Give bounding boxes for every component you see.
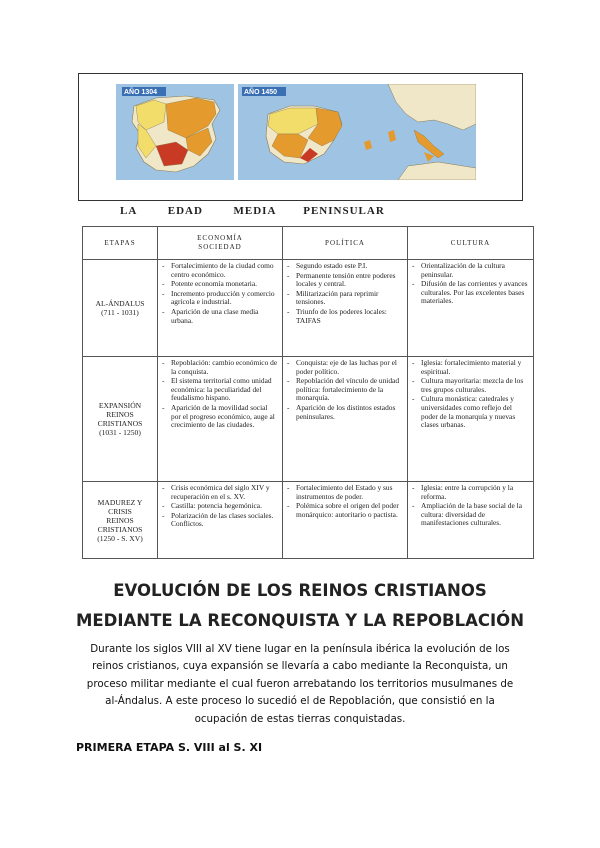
list-item: - Aparición de los distintos estados peninsulares. <box>296 404 404 421</box>
intro-paragraph: Durante los siglos VIII al XV tiene lugar en la península ibérica la evolución de los reinos cristianos, cuya expansión se llevaría a cabo mediante la Reconquista, un proceso militar mediante el cual fueron arrebatando los territorios musulmanes de al-Ándalus. A este proceso lo sucedió el de Repoblación, que consistió en la ocupación de estas tierras conquistadas. <box>86 643 514 725</box>
map-1450 <box>238 84 476 180</box>
list-item: - Incremento producción y comercio agrícola e industrial. <box>171 290 279 307</box>
list-item: - El sistema territorial como unidad económica: la peculiaridad del feudalismo hispano. <box>171 377 279 403</box>
etapa-line: (1250 - S. XV) <box>97 533 143 543</box>
etapa-line: CRISTIANOS <box>97 524 143 534</box>
list-item: - Fortalecimiento del Estado y sus instrumentos de poder. <box>296 484 404 501</box>
list-item: - Difusión de las corrientes y avances culturales. Por las excelentes bases materiales. <box>421 280 530 306</box>
list-item: - Repoblación: cambio económico de la conquista. <box>171 359 279 376</box>
col-header-economia: ECONOMÍA SOCIEDAD <box>158 227 283 260</box>
politica-cell <box>283 357 408 482</box>
table-header-row <box>83 227 534 260</box>
list-item: - Permanente tensión entre poderes locales y central. <box>296 272 404 289</box>
etapa-line: AL-ÁNDALUS <box>95 299 145 308</box>
list-item: - Iglesia: entre la corrupción y la reforma. <box>421 484 530 501</box>
table-row <box>83 260 534 357</box>
politica-cell <box>283 260 408 357</box>
etapa-line: CRISTIANOS <box>97 419 143 428</box>
cultura-cell <box>408 357 534 482</box>
list-item: - Repoblación del vínculo de unidad política: fortalecimiento de la monarquía. <box>296 377 404 403</box>
etapa-line: REINOS <box>106 515 134 525</box>
etapa-line: (711 - 1031) <box>101 308 139 317</box>
map-1450-label: AÑO 1450 <box>244 89 278 96</box>
heading-word: PENINSULAR <box>303 205 385 217</box>
list-item: - Militarización para reprimir tensiones. <box>296 290 404 307</box>
col-header-politica: POLÍTICA <box>283 227 408 260</box>
list-item: - Conquista: eje de las luchas por el poder político. <box>296 359 404 376</box>
etapa-line: EXPANSIÓN <box>98 401 142 410</box>
economia-cell <box>158 482 283 559</box>
list-item: - Cultura mayoritaria: mezcla de los tres grupos culturales. <box>421 377 530 394</box>
list-item: - Cultura monástica: catedrales y universidades como reflejo del poder de la monarquía y nuevas clases urbanas. <box>421 395 530 429</box>
list-item: - Aparición de una clase media urbana. <box>171 308 279 325</box>
cultura-cell <box>408 482 534 559</box>
list-item: - Potente economía monetaria. <box>171 280 279 289</box>
col-header-etapas: ETAPAS <box>83 227 158 260</box>
list-item: - Orientalización de la cultura peninsular. <box>421 262 530 279</box>
list-item: - Fortalecimiento de la ciudad como centro económico. <box>171 262 279 279</box>
economia-cell <box>158 260 283 357</box>
table-row <box>83 482 534 559</box>
etapa-line: (1031 - 1250) <box>99 428 141 437</box>
medieval-table <box>82 226 534 559</box>
list-item: - Ampliación de la base social de la cultura: diversidad de manifestaciones culturales. <box>421 502 530 528</box>
politica-cell <box>283 482 408 559</box>
map-1304-label: AÑO 1304 <box>124 89 158 96</box>
list-item: - Polarización de las clases sociales. Conflictos. <box>171 512 279 529</box>
etapa-cell <box>83 357 158 482</box>
etapa-cell <box>83 260 158 357</box>
list-item: - Aparición de la movilidad social por el progreso económico, auge al crecimiento de las ciudades. <box>171 404 279 430</box>
economia-cell <box>158 357 283 482</box>
page-title-line-2: MEDIANTE LA RECONQUISTA Y LA REPOBLACIÓN <box>75 611 525 630</box>
cultura-cell <box>408 260 534 357</box>
list-item: - Iglesia: fortalecimiento material y espiritual. <box>421 359 530 376</box>
etapa-line: MADUREZ Y <box>97 497 143 507</box>
list-item: - Triunfo de los poderes locales: TAIFAS <box>296 308 404 325</box>
heading-word: LA <box>120 205 138 217</box>
list-item: - Castilla: potencia hegemónica. <box>171 502 279 511</box>
table-row <box>83 357 534 482</box>
heading-word: EDAD <box>167 205 203 217</box>
list-item: - Polémica sobre el origen del poder monárquico: autoritario o pactista. <box>296 502 404 519</box>
map-1304 <box>116 84 234 180</box>
etapa-cell <box>83 482 158 559</box>
section-subheading: PRIMERA ETAPA S. VIII al S. XI <box>76 741 263 754</box>
historical-maps <box>116 84 476 180</box>
table-heading <box>120 205 460 217</box>
list-item: - Crisis económica del siglo XIV y recuperación en el s. XV. <box>171 484 279 501</box>
heading-word: MEDIA <box>233 205 277 217</box>
col-header-cultura: CULTURA <box>408 227 534 260</box>
etapa-line: CRISIS <box>108 506 132 516</box>
list-item: - Segundo estado este P.I. <box>296 262 404 271</box>
page-title-line-1: EVOLUCIÓN DE LOS REINOS CRISTIANOS <box>113 581 487 600</box>
etapa-line: REINOS <box>106 410 134 419</box>
